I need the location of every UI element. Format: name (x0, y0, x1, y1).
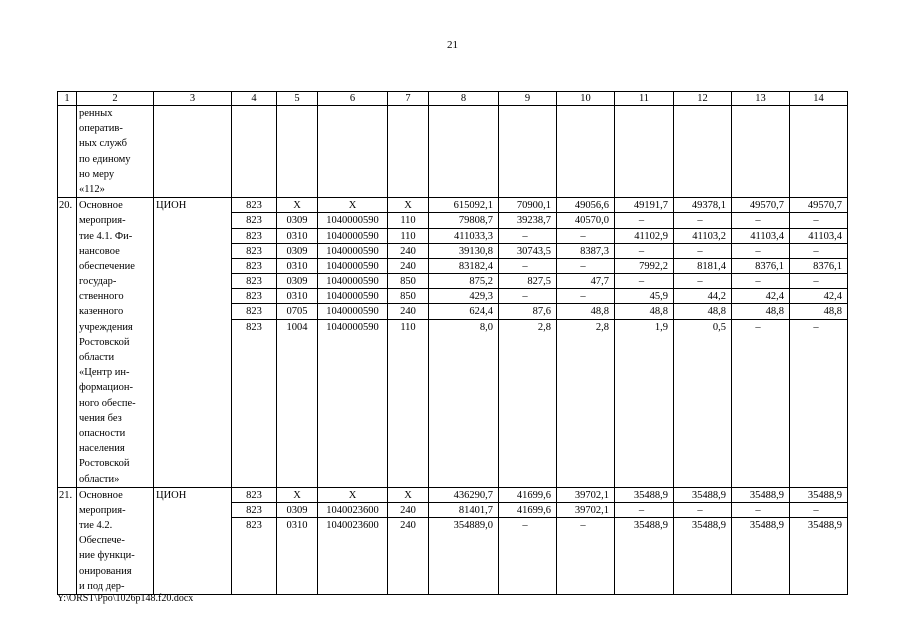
value-line: 83182,4 (429, 259, 498, 274)
value-line: 1040000590 (318, 274, 387, 289)
value-line: – (790, 274, 847, 289)
year-amount-column-cell (499, 198, 557, 488)
target-article-code-column-cell (318, 487, 388, 594)
column-number: 4 (232, 92, 277, 106)
description-line: «Центр ин- (79, 367, 130, 379)
measure-description (77, 198, 154, 488)
description-line: опасности (79, 427, 126, 439)
description-line: Основное (79, 489, 123, 501)
column-number: 8 (429, 92, 499, 106)
description-line: формацион- (79, 382, 133, 394)
description-line: и под дер- (79, 580, 125, 592)
total-amount-column-cell (429, 198, 499, 488)
year-amount-column-cell (732, 487, 790, 594)
value-line: – (499, 259, 556, 274)
description-line: тие 4.2. (79, 520, 113, 532)
value-line: 48,8 (790, 304, 847, 319)
value-line: 49191,7 (615, 198, 673, 213)
value-line: 49570,7 (790, 198, 847, 213)
value-line: – (557, 229, 614, 244)
value-line: 823 (232, 229, 276, 244)
value-line: X (277, 488, 317, 503)
empty-cell (58, 106, 77, 198)
value-line: 624,4 (429, 304, 498, 319)
description-line: ных служб (79, 138, 128, 150)
value-line: 41102,9 (615, 229, 673, 244)
section-code-column-cell (277, 198, 318, 488)
year-amount-column-cell (790, 487, 848, 594)
value-line: 8376,1 (790, 259, 847, 274)
value-line: 41103,4 (790, 229, 847, 244)
section-code-column-cell (277, 487, 318, 594)
value-line: 0309 (277, 244, 317, 259)
description-line: оператив- (79, 123, 123, 135)
column-number: 13 (732, 92, 790, 106)
value-line: 823 (232, 213, 276, 228)
value-line: 39238,7 (499, 213, 556, 228)
value-line: 823 (232, 488, 276, 503)
value-line: X (388, 198, 428, 213)
total-amount-column-cell (429, 487, 499, 594)
value-line: – (557, 289, 614, 304)
year-amount-column-cell (790, 198, 848, 488)
grbs-code-column-cell (232, 198, 277, 488)
value-line: 850 (388, 289, 428, 304)
value-line: 39702,1 (557, 503, 614, 518)
value-line: 35488,9 (732, 488, 789, 503)
value-line: 827,5 (499, 274, 556, 289)
value-line: 0310 (286, 520, 308, 532)
year-amount-column-cell (615, 487, 674, 594)
value-line: – (615, 274, 673, 289)
value-line: 0310 (277, 289, 317, 304)
value-line: 39130,8 (429, 244, 498, 259)
value-line: – (522, 520, 528, 532)
value-line: 41103,4 (732, 229, 789, 244)
description-line: мероприя- (79, 215, 126, 227)
description-line: но меру (79, 168, 115, 180)
value-line: 49056,6 (557, 198, 614, 213)
empty-cell (232, 106, 277, 198)
value-line: 0,5 (712, 321, 726, 333)
year-amount-column-cell (674, 198, 732, 488)
value-line: X (318, 198, 387, 213)
value-line: 8387,3 (557, 244, 614, 259)
row-number: 21. (58, 487, 77, 594)
value-line: 615092,1 (429, 198, 498, 213)
value-line: – (813, 321, 819, 333)
value-line: 823 (232, 289, 276, 304)
value-line: 0705 (277, 304, 317, 319)
column-number: 1 (58, 92, 77, 106)
value-line: 48,8 (732, 304, 789, 319)
description-line: обеспечение (79, 260, 135, 272)
value-line: 1040023600 (326, 520, 379, 532)
value-line: 41699,6 (499, 488, 556, 503)
value-line: 850 (388, 274, 428, 289)
value-line: 2,8 (595, 321, 609, 333)
value-line: – (499, 289, 556, 304)
column-number: 5 (277, 92, 318, 106)
description-line: ние функци- (79, 550, 135, 562)
value-line: – (790, 213, 847, 228)
grbs-code-column-cell (232, 487, 277, 594)
column-number: 2 (77, 92, 154, 106)
empty-cell (429, 106, 499, 198)
value-line: 49378,1 (674, 198, 731, 213)
value-line: 8181,4 (674, 259, 731, 274)
value-line: 823 (232, 198, 276, 213)
value-line: 79808,7 (429, 213, 498, 228)
table-row (58, 198, 848, 488)
value-line: 110 (388, 213, 428, 228)
value-line: 44,2 (674, 289, 731, 304)
value-line: 2,8 (537, 321, 551, 333)
value-line: X (318, 488, 387, 503)
value-line: 1,9 (654, 321, 668, 333)
budget-table (57, 91, 848, 595)
value-line: 48,8 (557, 304, 614, 319)
value-line: 0310 (277, 229, 317, 244)
description-line: чения без (79, 412, 122, 424)
value-line: – (732, 274, 789, 289)
value-line: – (674, 244, 731, 259)
value-line: 7992,2 (615, 259, 673, 274)
value-line: 823 (246, 321, 262, 333)
year-amount-column-cell (732, 198, 790, 488)
value-line: 35488,9 (615, 488, 673, 503)
empty-cell (277, 106, 318, 198)
description-line: области (79, 352, 115, 363)
table-row (58, 487, 848, 594)
page-number: 21 (447, 39, 458, 51)
value-line: 1040000590 (318, 289, 387, 304)
description-line: мероприя- (79, 504, 126, 516)
empty-cell (388, 106, 429, 198)
value-line: 0309 (277, 213, 317, 228)
value-line: 42,4 (790, 289, 847, 304)
value-line: 354889,0 (453, 520, 493, 532)
value-line: 823 (246, 520, 262, 532)
column-number: 10 (557, 92, 615, 106)
column-number: 11 (615, 92, 674, 106)
row-number: 20. (58, 198, 77, 488)
value-line: 41103,2 (674, 229, 731, 244)
value-line: 823 (232, 274, 276, 289)
value-line: 0309 (277, 503, 317, 518)
year-amount-column-cell (557, 487, 615, 594)
description-line: ренных (79, 108, 113, 119)
value-line: 0309 (277, 274, 317, 289)
value-line: 1040000590 (318, 304, 387, 319)
value-line: – (615, 503, 673, 518)
value-line: 41699,6 (499, 503, 556, 518)
column-number: 12 (674, 92, 732, 106)
value-line: – (499, 229, 556, 244)
value-line: 1004 (286, 321, 308, 333)
value-line: – (615, 213, 673, 228)
value-line: 411033,3 (429, 229, 498, 244)
value-line: 48,8 (674, 304, 731, 319)
column-number: 9 (499, 92, 557, 106)
value-line: 47,7 (557, 274, 614, 289)
empty-cell (154, 106, 232, 198)
value-line: 1040023600 (318, 503, 387, 518)
expense-type-code-column-cell (388, 487, 429, 594)
file-path-footer: Y:\ORST\Ppo\1026p148.f20.docx (57, 593, 194, 604)
value-line: 240 (400, 520, 416, 532)
value-line: X (277, 198, 317, 213)
continuation-row (58, 106, 848, 198)
value-line: 35488,9 (749, 520, 784, 532)
description-line: «112» (79, 183, 105, 195)
empty-cell (499, 106, 557, 198)
value-line: 823 (232, 244, 276, 259)
value-line: 70900,1 (499, 198, 556, 213)
description-line: казенного (79, 306, 124, 318)
value-line: – (732, 213, 789, 228)
empty-cell (674, 106, 732, 198)
value-line: 35488,9 (691, 520, 726, 532)
value-line: 240 (388, 304, 428, 319)
value-line: 8,0 (479, 321, 493, 333)
empty-cell (790, 106, 848, 198)
value-line: 875,2 (429, 274, 498, 289)
value-line: – (732, 244, 789, 259)
value-line: 49570,7 (732, 198, 789, 213)
value-line: 30743,5 (499, 244, 556, 259)
description-line: по единому (79, 153, 131, 165)
year-amount-column-cell (674, 487, 732, 594)
value-line: – (674, 274, 731, 289)
value-line: 39702,1 (557, 488, 614, 503)
year-amount-column-cell (499, 487, 557, 594)
description-line: населения (79, 443, 125, 455)
value-line: X (388, 488, 428, 503)
description-line: Ростовской (79, 458, 130, 470)
value-line: 35488,9 (674, 488, 731, 503)
description-line: государ- (79, 276, 117, 288)
expense-type-code-column-cell (388, 198, 429, 488)
value-line: 87,6 (499, 304, 556, 319)
description-line: ственного (79, 291, 124, 303)
value-line: 1040000590 (318, 213, 387, 228)
value-line: – (674, 503, 731, 518)
value-line: 0310 (277, 259, 317, 274)
column-number: 7 (388, 92, 429, 106)
description-line: ного обеспе- (79, 397, 136, 409)
value-line: – (790, 244, 847, 259)
value-line: 1040000590 (318, 244, 387, 259)
measure-description (77, 487, 154, 594)
value-line: 823 (232, 503, 276, 518)
value-line: 35488,9 (790, 488, 847, 503)
executor: ЦИОН (154, 487, 232, 594)
executor: ЦИОН (154, 198, 232, 488)
value-line: 823 (232, 304, 276, 319)
value-line: 429,3 (429, 289, 498, 304)
empty-cell (615, 106, 674, 198)
description-line: области» (79, 473, 120, 485)
column-number: 3 (154, 92, 232, 106)
value-line: 240 (388, 259, 428, 274)
value-line: 823 (232, 259, 276, 274)
target-article-code-column-cell (318, 198, 388, 488)
value-line: 42,4 (732, 289, 789, 304)
value-line: 40570,0 (557, 213, 614, 228)
empty-cell (318, 106, 388, 198)
value-line: 1040000590 (318, 229, 387, 244)
value-line: 240 (388, 503, 428, 518)
year-amount-column-cell (557, 198, 615, 488)
column-number-row (58, 92, 848, 106)
description-line: онирования (79, 565, 132, 577)
column-number: 6 (318, 92, 388, 106)
description-line: Обеспече- (79, 535, 125, 547)
value-line: – (674, 213, 731, 228)
empty-cell (557, 106, 615, 198)
value-line: 81401,7 (429, 503, 498, 518)
value-line: 1040000590 (326, 321, 379, 333)
value-line: 1040000590 (318, 259, 387, 274)
value-line: 45,9 (615, 289, 673, 304)
value-line: 48,8 (615, 304, 673, 319)
value-line: – (580, 520, 586, 532)
value-line: 110 (400, 321, 416, 333)
continuation-description (77, 106, 154, 198)
value-line: – (615, 244, 673, 259)
description-line: нансовое (79, 245, 120, 257)
value-line: 240 (388, 244, 428, 259)
value-line: 436290,7 (429, 488, 498, 503)
description-line: тие 4.1. Фи- (79, 230, 133, 242)
value-line: 35488,9 (807, 520, 842, 532)
column-number: 14 (790, 92, 848, 106)
value-line: 8376,1 (732, 259, 789, 274)
value-line: – (732, 503, 789, 518)
description-line: учреждения (79, 321, 133, 333)
value-line: 35488,9 (633, 520, 668, 532)
description-line: Ростовской (79, 336, 130, 348)
value-line: – (557, 259, 614, 274)
empty-cell (732, 106, 790, 198)
value-line: – (790, 503, 847, 518)
description-line: Основное (79, 200, 123, 212)
year-amount-column-cell (615, 198, 674, 488)
value-line: – (755, 321, 761, 333)
value-line: 110 (388, 229, 428, 244)
